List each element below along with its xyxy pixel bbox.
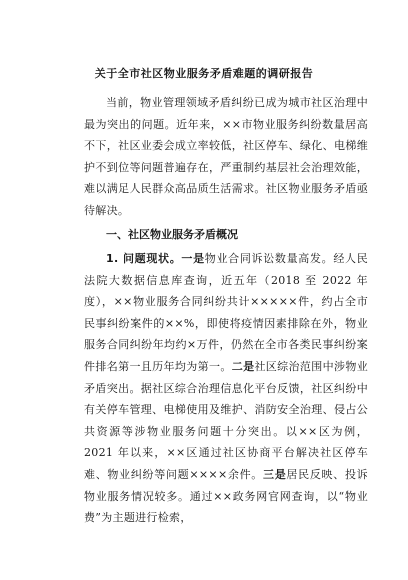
document-title: 关于全市社区物业服务矛盾难题的调研报告	[94, 67, 314, 80]
problem-status-paragraph	[84, 248, 368, 529]
point-text-2: 社区综治范围中涉物业矛盾突出。据社区综合治理信息化平台反馈，社区纠纷中有关停车管理、电梯使用及维护、消防安全治理、侵占公共资源等涉物业服务问题十分突出。以××区为例，2021 年以来，××区通过社区协商平台解决社区停车难、物业纠纷等问题××××余件。	[84, 359, 368, 481]
paragraph-lead: 1. 问题现状。	[106, 252, 182, 265]
intro-paragraph: 当前，物业管理领域矛盾纠纷已成为城市社区治理中最为突出的问题。近年来，××市物业服务纠纷数量居高不下，社区业委会成立率较低，社区停车、绿化、电梯维护不到位等问题普遍存在，严重制约基层社会治理效能，难以满足人民群众高品质生活需求。社区物业服务矛盾亟待解决。	[84, 96, 368, 217]
point-marker-2: 二是	[231, 359, 255, 373]
point-text-1: 物业合同诉讼数量高发。经人民法院大数据信息库查询，近五年（2018 至 2022 年度），××物业服务合同纠纷共计×××××件，约占全市民事纠纷案件的××%，即使将疫情因素排除在外，物业服务合同纠纷年均约×万件，仍然在全市各类民事纠纷案件排名第一且历年均为第一。	[84, 252, 368, 373]
section-heading: 一、社区物业服务矛盾概况	[106, 228, 238, 241]
point-marker-3: 三是	[263, 467, 287, 481]
point-marker-1: 一是	[181, 252, 205, 265]
point-text-3: 居民反映、投诉物业服务情况较多。通过××政务网官网查询，以“物业费”为主题进行检索，	[84, 467, 368, 525]
